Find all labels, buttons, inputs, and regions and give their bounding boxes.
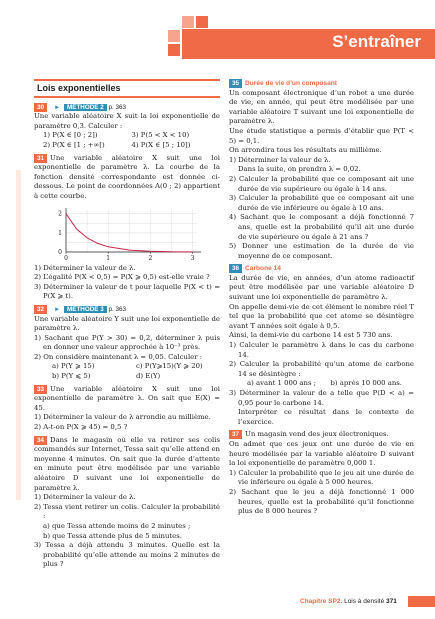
question: 3) Tessa a déjà attendu 3 minutes. Quelle est la probabilité qu’elle attende au moins 2 minutes de plus ? <box>34 541 220 569</box>
exercise-text: Une variable aléatoire X suit une loi exponentielle de paramètre λ. On sait que E(X) = 45. <box>34 384 220 412</box>
question: 1) Déterminer la valeur de λ arrondie au millième. <box>34 413 211 422</box>
exercise-number: 33 <box>34 385 47 394</box>
question: 4) Sachant que le composant a déjà fonctionné 7 ans, quelle est la probabilité qu’il ait une durée de vie supérieure ou égale à 21 ans ? <box>229 213 414 241</box>
exercise-text: Ainsi, la demi-vie du carbone 14 est 5 730 ans. <box>229 331 393 340</box>
exercise-number: 34 <box>34 436 47 445</box>
exercise-name: Carbone 14 <box>245 265 281 273</box>
exercise-31 <box>34 154 220 302</box>
question: 1) Sachant que P(Y > 30) = 0,2, déterminer λ puis en donner une valeur approchée à 10⁻³ près. <box>34 333 220 352</box>
exercise-text: Une étude statistique a permis d’établir que P(T < 5) = 0,1. <box>229 126 414 145</box>
exercise-number: 31 <box>34 154 47 163</box>
y-tick-label: 1 <box>58 229 62 237</box>
deco-square <box>196 16 208 28</box>
question: 5) Donner une estimation de la durée de vie moyenne de ce composant. <box>229 242 414 260</box>
question: 3) Déterminer la valeur de a telle que P(D < a) = 0,95 pour le carbone 14. <box>229 389 414 407</box>
x-tick-label: 1 <box>106 254 111 262</box>
exercise-text: Un magasin vend des jeux électroniques. <box>245 430 389 439</box>
question: 1) Calculer la probabilité que le jeu ait une durée de vie inférieure ou égale à 5 000 heures. <box>229 468 414 487</box>
exercise-number: 37 <box>229 430 242 439</box>
y-tick-label: 0 <box>58 248 62 256</box>
page-footer <box>300 598 397 605</box>
exercise-34 <box>34 436 220 570</box>
exercise-text: Une variable aléatoire X suit une loi exponentielle de paramètre λ. La courbe de la fonction densité correspondante est donnée ci-dessous. Le point de coordonnées A(0 ; 2) appartient à cette courbe. <box>34 153 220 200</box>
exercise-32 <box>34 305 220 382</box>
exercise-text: On arrondira tous les résultats au millième. <box>229 146 382 155</box>
sub-question: b) que Tessa attende plus de 5 minutes. <box>43 531 182 540</box>
exercise-35 <box>229 79 414 261</box>
sidebar-strip <box>16 170 21 500</box>
exercise-name: Durée de vie d’un composant <box>245 80 337 87</box>
question: 2) Calculer la probabilité que ce composant ait une durée de vie supérieure ou égale à 14 ans. <box>229 174 414 193</box>
question: 2) L’égalité P(X < 0,5) = P(X ⩾ 0,5) est-elle vraie ? <box>34 273 210 282</box>
page-number: 371 <box>386 598 397 605</box>
exercise-text: Dans la suite, on prendra λ = 0,02. <box>238 165 361 174</box>
question: 1) Déterminer la valeur de λ. <box>229 155 331 164</box>
question-grid: a) avant 1 000 ans ; b) après 10 000 ans. <box>247 379 402 388</box>
question-grid: a) P(Y ⩾ 15) c) P(Y⩾15)(Y ⩾ 20) b) P(Y ⩽ 5) d) E(Y) <box>52 362 203 381</box>
section-title: Lois exponentielles <box>34 79 220 98</box>
exercise-number: 36 <box>229 264 242 273</box>
method-ref[interactable]: ► MÉTHODE 3 p. 363 <box>54 305 127 313</box>
deco-square <box>168 44 180 56</box>
sub-question: a) que Tessa attende moins de 2 minutes ; <box>43 521 191 530</box>
footer-title: Lois à densité <box>344 598 385 605</box>
exercise-text: On appelle demi-vie de cet élément le nombre réel T tel que la probabilité que cet atome se désintègre avant T années soit égale à 0,5. <box>229 302 414 330</box>
question: 2) Tessa vient retirer un colis. Calculer la probabilité : <box>34 502 220 521</box>
question: 1) Déterminer la valeur de λ. <box>34 493 136 502</box>
question: 2) On considère maintenant λ = 0,05. Calculer : <box>34 352 203 361</box>
exercise-30 <box>34 103 220 151</box>
exercise-note: Interpréter ce résultat dans le contexte de l’exercice. <box>238 408 414 426</box>
exercise-33 <box>34 385 220 433</box>
method-ref[interactable]: ► MÉTHODE 2 p. 363 <box>54 103 127 111</box>
question: 2) Sachant que le jeu a déjà fonctionné 1 000 heures, quelle est la probabilité qu’il fonctionne plus de 8 000 heures ? <box>229 487 414 516</box>
right-column <box>229 79 414 517</box>
exercise-text: Une variable aléatoire Y suit une loi exponentielle de paramètre λ. <box>34 314 220 333</box>
question: 1) Déterminer la valeur de λ. <box>34 263 136 272</box>
footer-chapter: Chapitre SP2. <box>300 598 343 605</box>
exercise-text: Dans le magasin où elle va retirer ses colis commandés sur Internet, Tessa sait qu’elle attend en moyenne 4 minutes. On sait que la durée d’attente en minute peut être modélisée par une variable aléatoire D suivant une loi exponentielle de paramètre λ. <box>34 435 220 492</box>
exercise-36 <box>229 264 414 427</box>
exercise-text: On admet que ces jeux ont une durée de vie en heure modélisée par la variable aléatoire D suivant la loi exponentielle de paramètre 0,000 1. <box>229 439 414 468</box>
exercise-number: 35 <box>229 79 242 88</box>
banner-title: S’entraîner <box>332 32 421 51</box>
question-grid: 1) P(X ∈ [0 ; 2]) 3) P(5 < X < 10) 2) P(X ∈ [1 ; +∞[) 4) P(X ∈ [5 ; 10]) <box>43 131 191 149</box>
footer-bar <box>408 596 435 607</box>
exercise-text: Un composant électronique d’un robot a une durée de vie, en année, qui peut être modélisée par une variable aléatoire T suivant une loi exponentielle de paramètre λ. <box>229 88 414 126</box>
question: 3) Calculer la probabilité que ce composant ait une durée de vie inférieure ou égale à 10 ans. <box>229 194 414 212</box>
density-chart <box>52 204 212 262</box>
x-tick-label: 0 <box>64 254 68 262</box>
x-tick-label: 2 <box>148 254 153 262</box>
question: 3) Déterminer la valeur de t pour laquelle P(X < t) = P(X ⩾ t). <box>34 282 220 301</box>
left-column <box>34 79 220 570</box>
question: 1) Calculer le paramètre λ dans le cas du carbone 14. <box>229 341 414 359</box>
header-banner <box>182 29 435 59</box>
exercise-text: Une variable aléatoire X suit la loi exponentielle de paramètre 0,3. Calculer : <box>34 112 220 130</box>
exercise-text: La durée de vie, en années, d’un atome radioactif peut être modélisée par une variable aléatoire D suivant une loi exponentielle de paramètre λ. <box>229 273 414 302</box>
y-tick-label: 2 <box>58 210 62 218</box>
deco-square <box>182 16 194 28</box>
question: 2) A-t-on P(X ⩾ 45) = 0,5 ? <box>34 423 128 432</box>
exercise-number: 30 <box>34 103 47 112</box>
exercise-number: 32 <box>34 305 47 314</box>
deco-square <box>168 30 180 42</box>
question: 2) Calculer la probabilité qu’un atome de carbone 14 se désintègre : <box>229 360 414 378</box>
exercise-37 <box>229 430 414 516</box>
x-tick-label: 3 <box>190 254 195 262</box>
